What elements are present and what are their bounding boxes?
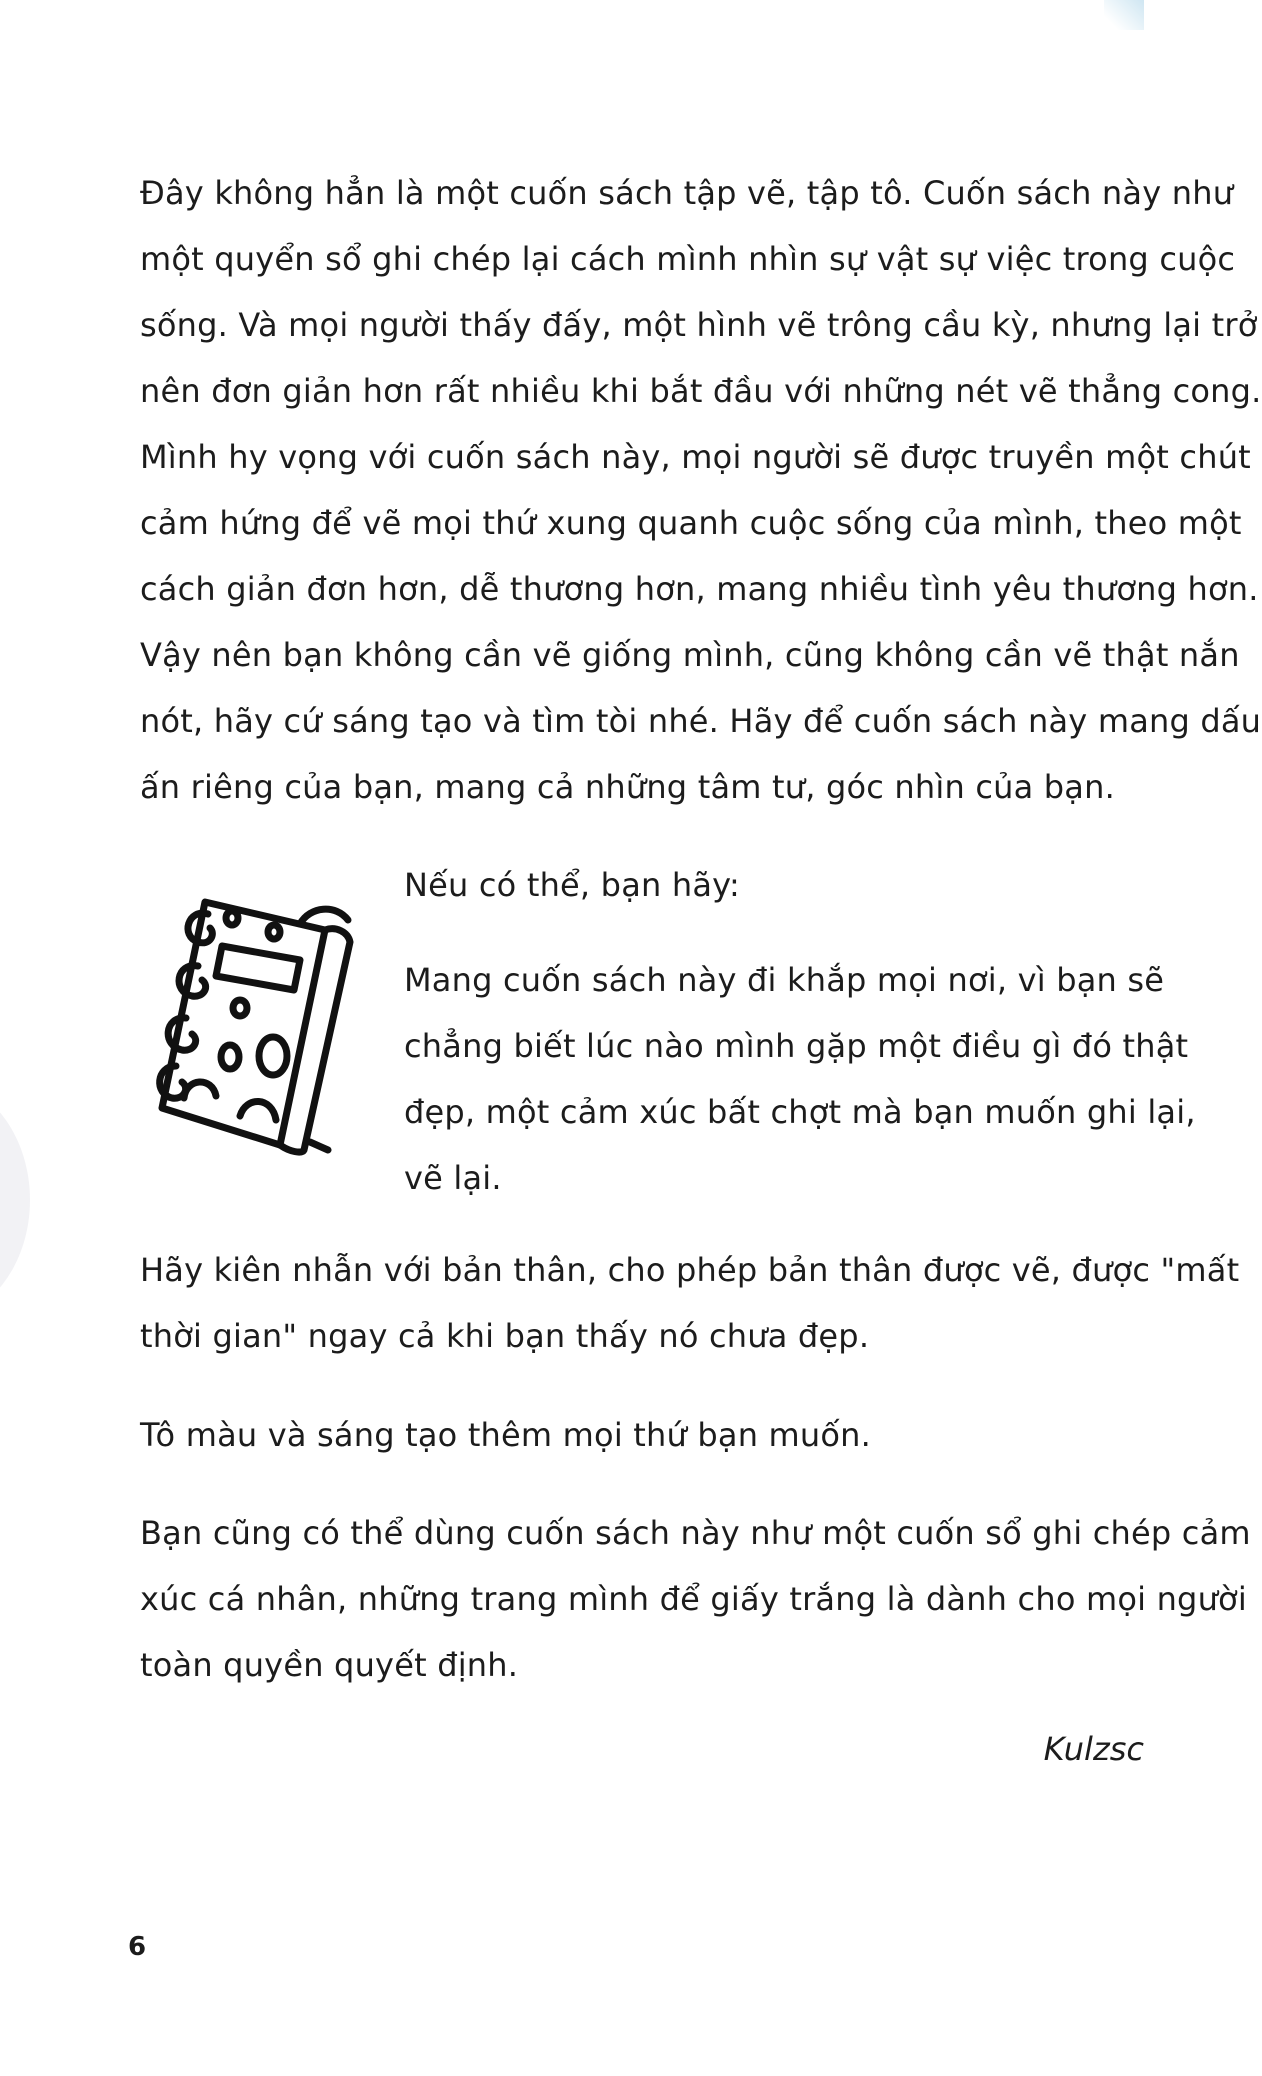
intro-line: Đây không hẳn là một cuốn sách tập vẽ, tập tô. Cuốn sách này như [140, 174, 1234, 212]
tip-paragraph-color [140, 1402, 871, 1468]
corner-tint [1104, 0, 1144, 30]
intro-line: cảm hứng để vẽ mọi thứ xung quanh cuộc sống của mình, theo một [140, 504, 1242, 542]
intro-line: nót, hãy cứ sáng tạo và tìm tòi nhé. Hãy để cuốn sách này mang dấu [140, 702, 1262, 740]
author-signature: Kulzsc [1043, 1730, 1144, 1768]
intro-line: sống. Và mọi người thấy đấy, một hình vẽ trông cầu kỳ, nhưng lại trở [140, 306, 1258, 344]
intro-line: nên đơn giản hơn rất nhiều khi bắt đầu với những nét vẽ thẳng cong. [140, 372, 1262, 410]
tip-line: thời gian" ngay cả khi bạn thấy nó chưa đẹp. [140, 1317, 870, 1355]
tip-line: Tô màu và sáng tạo thêm mọi thứ bạn muốn. [140, 1416, 872, 1454]
page-shadow [0, 1080, 30, 1320]
tip-line: chẳng biết lúc nào mình gặp một điều gì đó thật [404, 1027, 1189, 1065]
tip-paragraph-journal [140, 1500, 1251, 1698]
tip-line: Hãy kiên nhẫn với bản thân, cho phép bản thân được vẽ, được "mất [140, 1251, 1240, 1289]
tip-paragraph-be-patient [140, 1237, 1239, 1369]
tip-line: xúc cá nhân, những trang mình để giấy trắng là dành cho mọi người [140, 1580, 1247, 1618]
intro-line: ấn riêng của bạn, mang cả những tâm tư, góc nhìn của bạn. [140, 768, 1115, 806]
intro-line: Mình hy vọng với cuốn sách này, mọi người sẽ được truyền một chút [140, 438, 1251, 476]
tip-line: Mang cuốn sách này đi khắp mọi nơi, vì bạn sẽ [404, 961, 1165, 999]
page-number: 6 [128, 1932, 147, 1962]
tips-heading: Nếu có thể, bạn hãy: [404, 866, 740, 904]
tip-line: toàn quyền quyết định. [140, 1646, 519, 1684]
notebook-doodle-icon [150, 880, 390, 1160]
tip-line: đẹp, một cảm xúc bất chợt mà bạn muốn ghi lại, [404, 1093, 1196, 1131]
intro-line: một quyển sổ ghi chép lại cách mình nhìn sự vật sự việc trong cuộc [140, 240, 1236, 278]
tip-line: Bạn cũng có thể dùng cuốn sách này như một cuốn sổ ghi chép cảm [140, 1514, 1251, 1552]
intro-paragraph [140, 160, 1262, 820]
tip-line: vẽ lại. [404, 1159, 502, 1197]
intro-line: Vậy nên bạn không cần vẽ giống mình, cũng không cần vẽ thật nắn [140, 636, 1240, 674]
tip-paragraph-carry-book [404, 947, 1196, 1211]
intro-line: cách giản đơn hơn, dễ thương hơn, mang nhiều tình yêu thương hơn. [140, 570, 1259, 608]
